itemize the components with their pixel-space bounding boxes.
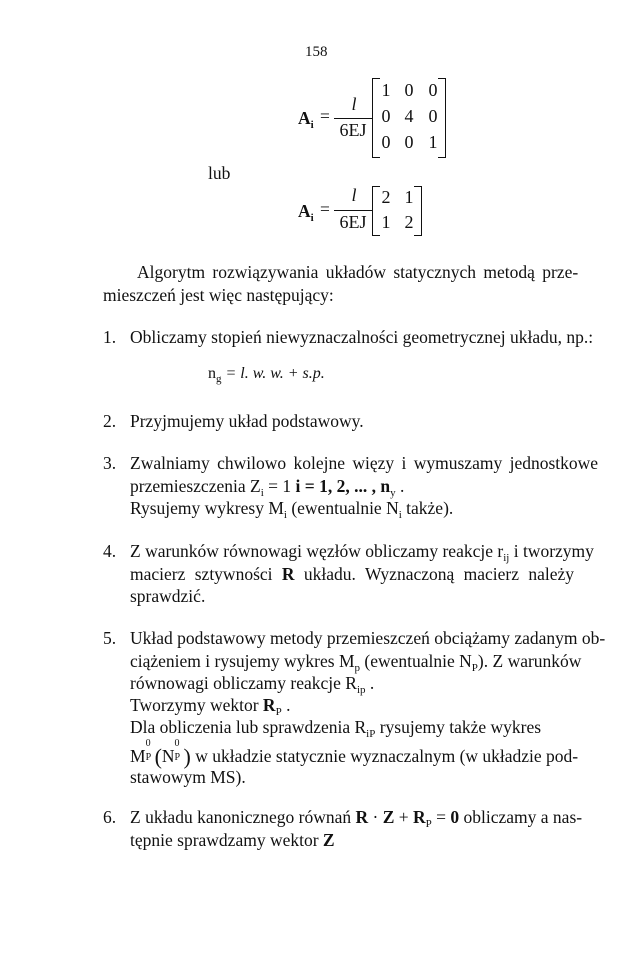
matrix-cell: 0	[404, 132, 414, 152]
step-2-text: Przyjmujemy układ podstawowy.	[130, 411, 364, 431]
step-6-line-1: Z układu kanonicznego równań $R \cdot Z + R_P = 0$ obliczamy a nas-	[130, 807, 583, 830]
step-4-line-3: sprawdzić.	[130, 586, 206, 606]
matrix-cell: 0	[428, 106, 438, 126]
step-5-line-5: Dla obliczenia lub sprawdzenia $R_{iP}$ rysujemy także wykres	[130, 717, 542, 740]
step-5-line-2: ciążeniem i rysujemy wykres $M_p$ (ewentualnie $N_P$). Z warunków	[130, 651, 582, 674]
eq2-numerator: l	[351, 185, 357, 205]
step-3-line-3: Rysujemy wykresy $M_i$ (ewentualnie $N_i$ także).	[130, 498, 454, 521]
matrix-cell: 0	[404, 80, 414, 100]
matrix-cell: 1	[381, 212, 391, 232]
step-6-line-2: tępnie sprawdzamy wektor Z	[130, 830, 335, 850]
eq2-denominator: 6EJ	[339, 212, 367, 232]
eq1-fraction-line	[334, 118, 372, 119]
step-6-number: 6.	[103, 807, 117, 827]
eq1-denominator: 6EJ	[339, 120, 367, 140]
eq2-lhs: $A_i$	[298, 201, 314, 224]
intro-line-1: Algorytm rozwiązywania układów statycznych metodą prze-	[137, 262, 579, 282]
matrix-cell: 0	[381, 106, 391, 126]
page-number: 158	[305, 44, 328, 60]
intro-line-2: mieszczeń jest więc następujący:	[103, 285, 334, 305]
step-2-number: 2.	[103, 411, 117, 431]
step-3-line-1: Zwalniamy chwilowo kolejne więzy i wymuszamy jednostkowe	[130, 453, 599, 473]
step-4-number: 4.	[103, 541, 117, 561]
step-5-number: 5.	[103, 628, 117, 648]
lub-text: lub	[208, 163, 231, 183]
step-1-text: Obliczamy stopień niewyznaczalności geometrycznej układu, np.:	[130, 327, 594, 347]
step-5-line-7: stawowym MS).	[130, 767, 246, 787]
step-1-number: 1.	[103, 327, 117, 347]
eq2-fraction-line	[334, 210, 372, 211]
matrix-cell: 1	[381, 80, 391, 100]
step-5-line-6: M 0 P (N 0 P ) w układzie statycznie wyznaczalnym (w układzie pod-	[130, 738, 579, 769]
eq2-equals: =	[320, 199, 330, 219]
step-3-number: 3.	[103, 453, 117, 473]
eq1-lhs: $A_i$	[298, 108, 314, 131]
step-4-line-1: Z warunków równowagi węzłów obliczamy reakcje $r_{ij}$ i tworzymy	[130, 541, 594, 564]
matrix-cell: 0	[381, 132, 391, 152]
step-1-formula: $n_g = l$. w. w. + s.p.	[208, 365, 325, 385]
matrix-cell: 1	[428, 132, 438, 152]
eq1-equals: =	[320, 106, 330, 126]
eq2-matrix	[372, 186, 422, 236]
matrix-cell: 1	[404, 187, 414, 207]
step-5-line-1: Układ podstawowy metody przemieszczeń obciążamy zadanym ob-	[130, 628, 606, 648]
step-3-line-2: przemieszczenia $Z_i = 1$ i = 1, 2, ... , $n_y$ .	[130, 476, 405, 499]
eq1-matrix	[372, 78, 446, 158]
step-4-line-2: macierz sztywności R układu. Wyznaczoną macierz należy	[130, 564, 575, 584]
matrix-cell: 4	[404, 106, 414, 126]
step-5-line-3: równowagi obliczamy reakcje $R_{ip}$ .	[130, 673, 375, 696]
step-5-line-4: Tworzymy wektor $R_P$ .	[130, 695, 291, 718]
eq1-numerator: l	[351, 94, 357, 114]
matrix-cell: 2	[404, 212, 414, 232]
matrix-cell: 0	[428, 80, 438, 100]
matrix-cell: 2	[381, 187, 391, 207]
